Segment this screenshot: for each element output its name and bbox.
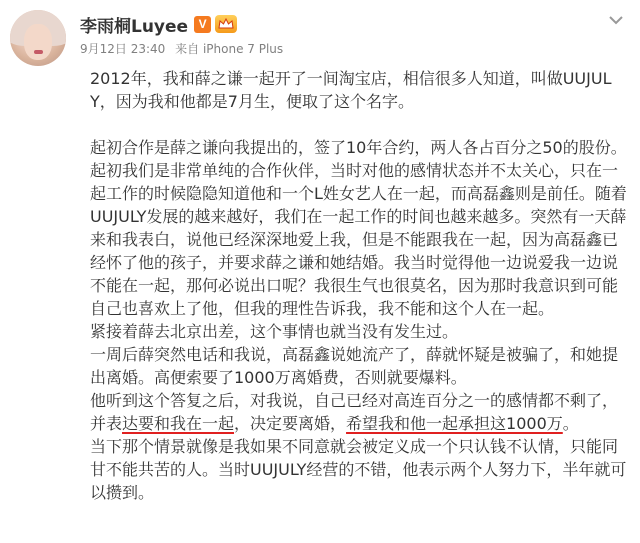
post-paragraph-2: 起初合作是薛之谦向我提出的，签了10年合约，两人各占百分之50的股份。 [90,138,627,157]
name-row [80,13,237,35]
underlined-phrase-2: 希望我和他一起承担这1000万 [346,414,563,433]
underlined-phrase-1: 达要和我在一起 [122,414,235,433]
paragraph-gap [90,113,630,136]
user-name[interactable]: 李雨桐Luyee [80,16,189,37]
avatar[interactable] [10,10,66,66]
post-header [0,0,640,62]
post-paragraph-6 [90,389,630,435]
verified-badge-icon: V [194,16,211,33]
avatar-face [24,24,52,60]
post-paragraph-7: 当下那个情景就像是我如果不同意就会被定义成一个只认钱不认情，只能同甘不能共苦的人。当时UUJULY经营的不错，他表示两个人努力下，半年就可以攒到。 [90,437,627,502]
post-paragraph-6-part-c: 。 [562,414,579,433]
post-timestamp[interactable]: 9月12日 23:40 [80,42,166,56]
post-paragraph-5: 一周后薛突然电话和我说，高磊鑫说她流产了，薛就怀疑是被骗了，和她提出离婚。高便索要了1000万离婚费，否则就要爆料。 [90,345,619,387]
post-paragraph-6-part-b: ，决定要离婚， [234,414,347,433]
post-paragraph-4: 紧接着薛去北京出差，这个事情也就当没有发生过。 [90,322,459,341]
crown-icon [215,15,237,33]
chevron-down-icon-shape [608,15,624,25]
crown-icon-shape [218,18,234,30]
chevron-down-icon[interactable] [606,10,626,30]
post-paragraph-1: 2012年，我和薛之谦一起开了一间淘宝店，相信很多人知道，叫做UUJULY，因为我和他都是7月生，便取了这个名字。 [90,69,612,111]
post-meta [80,40,289,57]
post-body [90,67,630,504]
post-source: 来自 iPhone 7 Plus [175,42,284,56]
avatar-lip [34,50,43,54]
post-paragraph-6-part-a: 他听到这个答复之后，对我说，自己已经对高连百分之一的感情都不剩了，并表 [90,391,619,433]
post-paragraph-3: 起初我们是非常单纯的合作伙伴，当时对他的感情状态并不太关心，只在一起工作的时候隐隐知道他和一个L姓女艺人在一起，而高磊鑫则是前任。随着UUJULY发展的越来越好，我们在一起工作的时间也越来越多。突然有一天薛来和我表白，说他已经深深地爱上我，但是不能跟我在一起，因为高磊鑫已经怀了他的孩子，并要求薛之谦和她结婚。我当时觉得他一边说爱我一边说不能在一起，那何必说出口呢？我很生气也很莫名，因为那时我意识到可能自己也喜欢上了他，但我的理性告诉我，我不能和这个人在一起。 [90,161,627,318]
